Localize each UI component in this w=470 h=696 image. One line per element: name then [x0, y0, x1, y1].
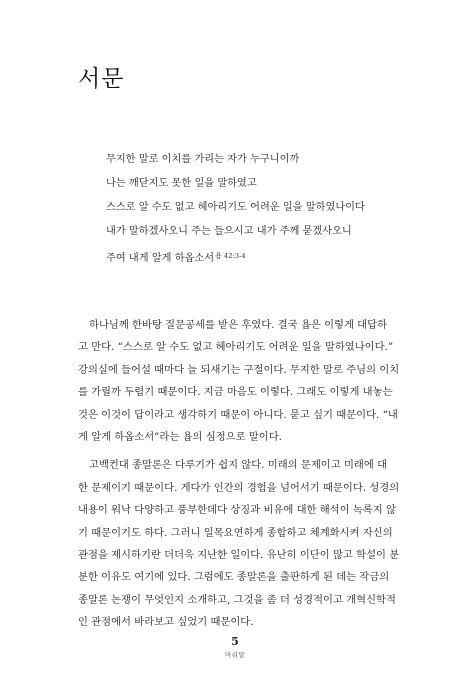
text-line: 강의실에 들어설 때마다 늘 되새기는 구절이다. 무지한 말로 주님의 이치 — [78, 363, 400, 376]
epigraph-line: 주여 내게 알게 하옵소서 — [106, 253, 215, 264]
scripture-reference: 욥 42:3-4 — [215, 252, 246, 260]
text-line: 내용이 워낙 다양하고 풍부한데다 상징과 비유에 대한 해석이 녹록지 않 — [78, 504, 396, 517]
text-line: 게 알게 하옵소서”라는 욥의 심정으로 말이다. — [78, 430, 282, 443]
epigraph-line: 무지한 말로 이치를 가리는 자가 누구니이까 — [106, 154, 300, 165]
text-line: 분한 이유도 여기에 있다. 그럼에도 종말론을 출판하게 된 데는 작금의 — [78, 571, 390, 584]
text-line: 를 가릴까 두렵기 때문이다. 지금 마음도 이렇다. 그래도 이렇게 내놓는 — [78, 386, 393, 399]
text-line: 관점을 제시하기란 더더욱 지난한 일이다. 유난히 이단이 많고 학설이 분 — [78, 548, 400, 561]
body-text — [78, 314, 400, 639]
paragraph-1 — [78, 314, 400, 448]
text-line: 종말론 논쟁이 무엇인지 소개하고, 그것을 좀 더 성경적이고 개혁신학적 — [78, 593, 396, 606]
text-line: 한 문제이기 때문이다. 게다가 인간의 경험을 넘어서기 때문이다. 성경의 — [78, 481, 400, 494]
page-number: 5 — [231, 635, 239, 648]
text-line: 하나님께 한바탕 질문공세를 받은 후였다. 결국 욥은 이렇게 대답하 — [89, 319, 388, 331]
text-line: 것은 이것이 답이라고 생각하기 때문이 아니다. 묻고 싶기 때문이다. “내 — [78, 408, 398, 421]
paragraph-2 — [78, 454, 400, 633]
epigraph-line: 내가 말하겠사오니 주는 들으시고 내가 주께 묻겠사오니 — [106, 226, 352, 237]
text-line: 고 만다. “스스로 알 수도 없고 헤아리기도 어려운 일을 말하였나이다.” — [78, 341, 394, 354]
page-footer — [0, 635, 470, 661]
epigraph-line: 나는 깨닫지도 못한 일을 말하였고 — [106, 178, 257, 189]
text-line: 고백컨대 종말론은 다루기가 쉽지 않다. 미래의 문제이고 미래에 대 — [89, 459, 388, 472]
page-title: 서문 — [78, 66, 125, 92]
text-line: 인 관점에서 바라보고 싶었기 때문이다. — [78, 616, 254, 629]
text-line: 기 때문이기도 하다. 그러니 일목요연하게 종합하고 체계화시켜 자신의 — [78, 526, 393, 539]
epigraph — [106, 148, 406, 268]
epigraph-last-line — [106, 244, 406, 268]
epigraph-line: 스스로 알 수도 없고 헤아리기도 어려운 일을 말하였나이다 — [106, 202, 365, 213]
running-foot: 머리말 — [224, 651, 246, 659]
